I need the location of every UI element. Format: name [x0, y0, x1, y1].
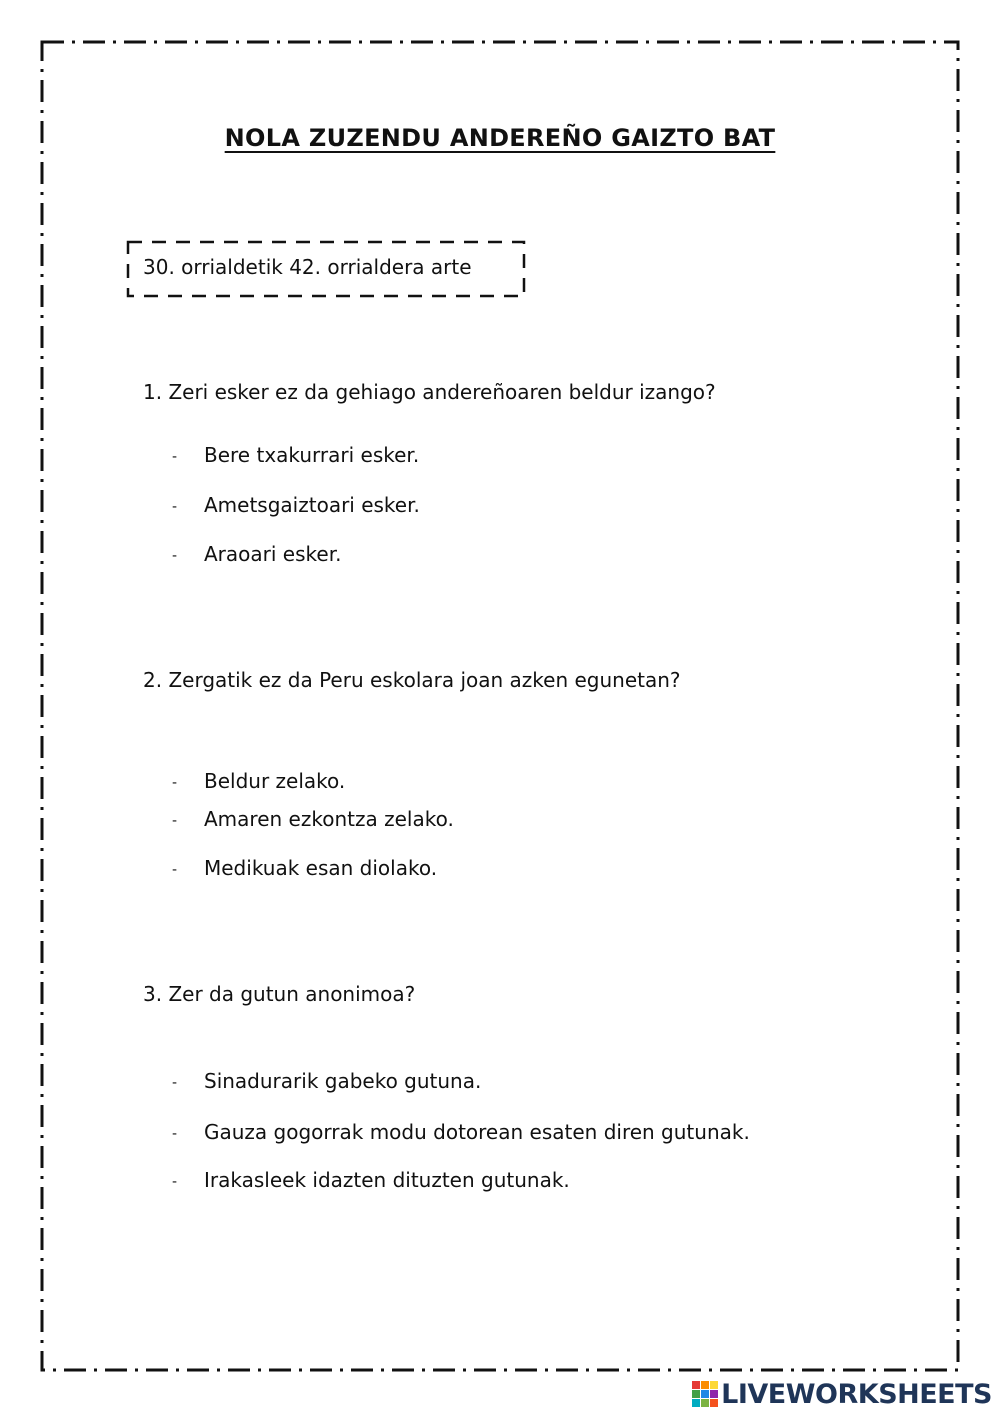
- question-1-option-1[interactable]: - Bere txakurrari esker.: [172, 443, 420, 467]
- bullet-dash: -: [172, 547, 178, 564]
- logo-square-5: [701, 1390, 709, 1398]
- bullet-dash: -: [172, 1074, 178, 1091]
- logo-square-1: [692, 1381, 700, 1389]
- bullet-dash: -: [172, 448, 178, 465]
- logo-square-2: [701, 1381, 709, 1389]
- question-2-option-3[interactable]: - Medikuak esan diolako.: [172, 856, 438, 880]
- pages-note: 30. orrialdetik 42. orrialdera arte: [143, 255, 472, 279]
- bullet-dash: -: [172, 774, 178, 791]
- bullet-dash: -: [172, 498, 178, 515]
- question-3: 3. Zer da gutun anonimoa?: [143, 982, 416, 1006]
- question-1-option-2[interactable]: - Ametsgaiztoari esker.: [172, 493, 420, 517]
- question-3-option-1[interactable]: - Sinadurarik gabeko gutuna.: [172, 1069, 482, 1093]
- bullet-dash: -: [172, 861, 178, 878]
- bullet-dash: -: [172, 1173, 178, 1190]
- worksheet-title: NOLA ZUZENDU ANDEREÑO GAIZTO BAT: [224, 124, 776, 152]
- logo-square-9: [710, 1399, 718, 1407]
- logo-grid-icon: [692, 1381, 718, 1407]
- logo-square-4: [692, 1390, 700, 1398]
- question-1: 1. Zeri esker ez da gehiago andereñoaren beldur izango?: [143, 380, 716, 404]
- question-2-option-1[interactable]: - Beldur zelako.: [172, 769, 346, 793]
- liveworksheets-logo: [692, 1377, 992, 1411]
- logo-square-3: [710, 1381, 718, 1389]
- bullet-dash: -: [172, 812, 178, 829]
- question-3-option-3[interactable]: - Irakasleek idazten dituzten gutunak.: [172, 1168, 570, 1192]
- question-2: 2. Zergatik ez da Peru eskolara joan azken egunetan?: [143, 668, 681, 692]
- question-3-option-2[interactable]: - Gauza gogorrak modu dotorean esaten diren gutunak.: [172, 1120, 750, 1144]
- logo-text: LIVEWORKSHEETS: [721, 1378, 992, 1410]
- logo-square-7: [692, 1399, 700, 1407]
- question-1-option-3[interactable]: - Araoari esker.: [172, 542, 342, 566]
- bullet-dash: -: [172, 1125, 178, 1142]
- logo-square-8: [701, 1399, 709, 1407]
- question-2-option-2[interactable]: - Amaren ezkontza zelako.: [172, 807, 454, 831]
- logo-square-6: [710, 1390, 718, 1398]
